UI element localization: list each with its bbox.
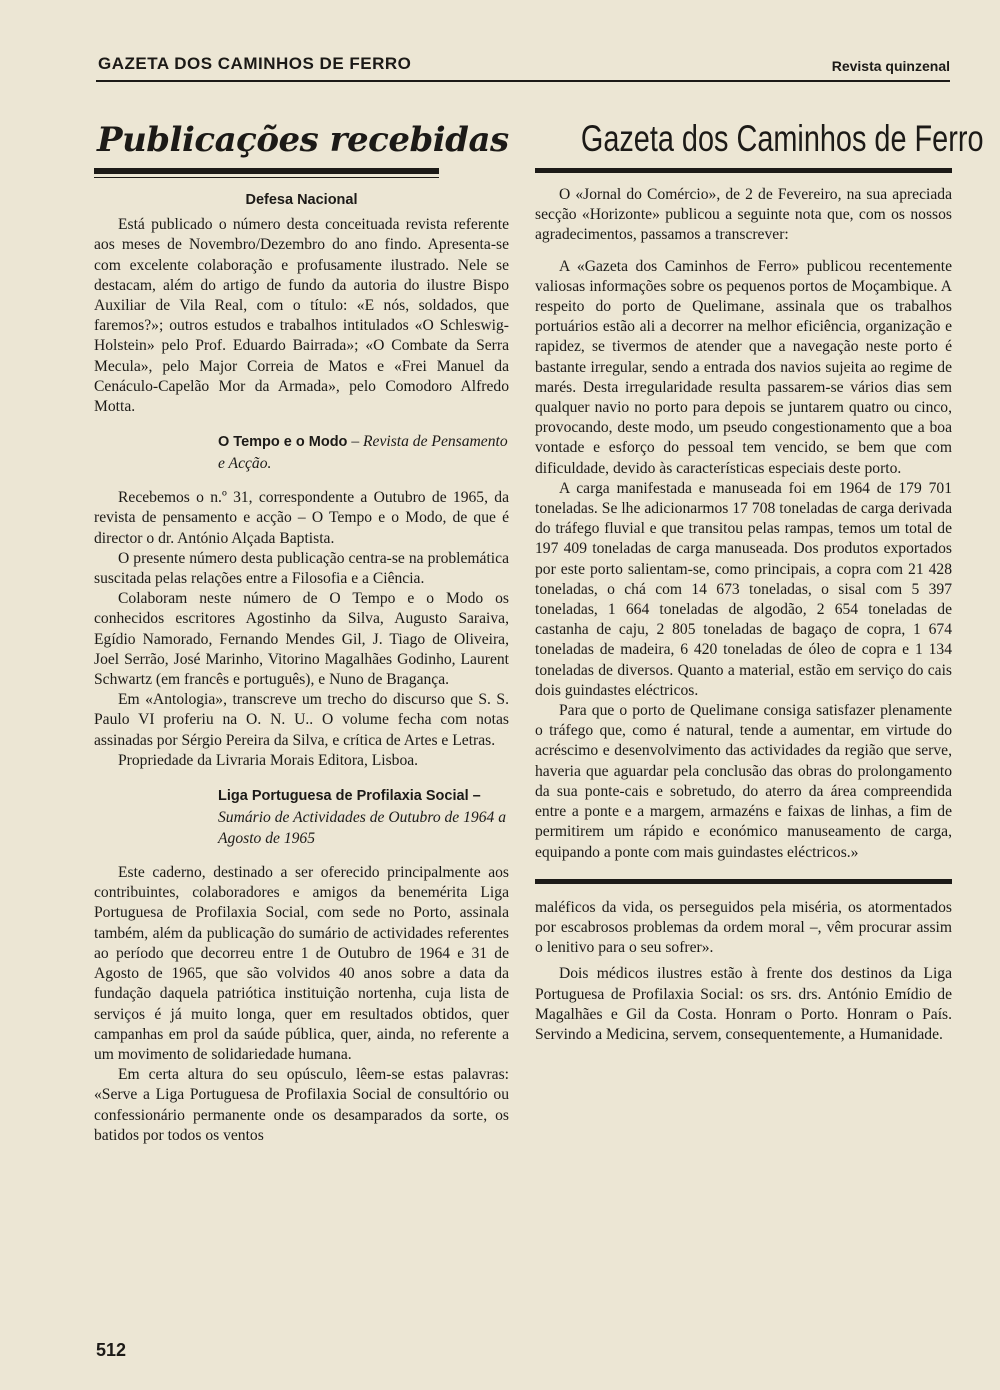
heading-bold: O Tempo e o Modo xyxy=(218,434,348,451)
title-rule-thin xyxy=(94,177,439,178)
heading-defesa-nacional: Defesa Nacional xyxy=(245,192,358,208)
paragraph: Propriedade da Livraria Morais Editora, Lisboa. xyxy=(118,751,419,769)
heading-dash: – xyxy=(468,788,481,805)
heading-liga-portuguesa xyxy=(218,785,509,849)
paragraph: A «Gazeta dos Caminhos de Ferro» publicou recentemente valiosas informações sobre os pequenos portos de Moçambique. A respeito do porto de Quelimane, assinala que os trabalhos portuários estão ali a decorrer na melhor eficiência, organização e rapidez, se tivermos de atender que a navegação neste porto é bastante irregular, sendo a entrada dos navios sujeita ao regime de marés. Desta irregularidade resulta passarem-se vários dias sem qualquer navio no porto para depois se juntarem quatro ou cinco, provocando, deste modo, um pseudo congestionamento que a boa vontade e esforço do pessoal tem vencido, se bem que com dificuldade, devido às características especiais deste porto. xyxy=(535,257,952,477)
section-title-gazeta: Gazeta dos Caminhos de Ferro xyxy=(580,118,984,159)
paragraph: Em certa altura do seu opúsculo, lêem-se estas palavras: «Serve a Liga Portuguesa de Profilaxia Social de consultório ou confessionário permanente onde os desamparados da sorte, os batidos por todos os ventos xyxy=(94,1066,509,1144)
heading-italic: Sumário de Actividades de Outubro de 1964 a Agosto de 1965 xyxy=(218,809,507,848)
section-title-publicacoes: Publicações recebidas xyxy=(97,120,509,160)
paragraph: Recebemos o n.º 31, correspondente a Outubro de 1965, da revista de pensamento e acção – O Tempo e o Modo, de que é director o dr. António Alçada Baptista. xyxy=(94,489,509,547)
section-divider xyxy=(535,879,952,884)
title-rule xyxy=(535,168,952,173)
paragraph-continued: maléficos da vida, os perseguidos pela miséria, os atormentados por escabrosos problemas da ordem moral –, vêm procurar assim o lenitivo para o seu sofrer». xyxy=(535,898,952,957)
heading-italic: – Revista de Pensamento e Acção. xyxy=(218,433,508,473)
journal-title: GAZETA DOS CAMINHOS DE FERRO xyxy=(98,54,412,73)
heading-bold: Liga Portuguesa de Profilaxia Social xyxy=(218,788,469,805)
paragraph: O «Jornal do Comércio», de 2 de Fevereiro, na sua apreciada secção «Horizonte» publicou a seguinte nota que, com os nossos agradecimentos, passamos a transcrever: xyxy=(535,186,952,244)
paragraph: Este caderno, destinado a ser oferecido principalmente aos contribuintes, colaboradores e amigos da benemérita Liga Portuguesa de Profilaxia Social, com sede no Porto, assinala também, além da publicação do sumário de actividades referentes ao período que decorreu entre 1 de Outubro de 1964 e 31 de Agosto de 1965, que são volvidos 40 anos sobre a data da fundação daquela patriótica instituição nortenha, cuja lista de serviços é já muito longa, quer em resultados obtidos, quer campanhas em prol da saúde pública, quer, ainda, no referente a um movimento de solidariedade humana. xyxy=(94,864,509,1063)
running-header xyxy=(96,50,950,82)
journal-subtitle: Revista quinzenal xyxy=(831,58,950,74)
paragraph: O presente número desta publicação centra-se na problemática suscitada pelas relações entre a Filosofia e a Ciência. xyxy=(94,549,509,588)
paragraph: Para que o porto de Quelimane consiga satisfazer plenamente o tráfego que, como é natural, tende a aumentar, em virtude do acréscimo e desenvolvimento das actividades da região que serve, haveria que aguardar pela conclusão das obras do prolongamento da sua ponte-cais e sobretudo, do aterro da área compreendida entre a ponte e a margem, armazéns e faixas de linhas, a fim de permitirem um rápido e económico manuseamento de carga, equipando a ponte com mais guindastes eléctricos.» xyxy=(535,702,952,861)
paragraph: A carga manifestada e manuseada foi em 1964 de 179 701 toneladas. Se lhe adicionarmos 17 708 toneladas de carga derivada do tráfego fluvial e que transitou pelas rampas, temos um total de 197 409 toneladas de carga manuseada. Dos produtos exportados por este porto salientam-se, como principais, a copra com 21 428 toneladas, o chá com 14 673 toneladas, o sisal com 5 397 toneladas, 1 664 toneladas de algodão, 2 654 toneladas de castanha de caju, 2 805 toneladas de bagaço de copra, 1 674 toneladas de madeira, 6 420 toneladas de óleo de copra e 1 134 toneladas de diversos. Quanto a material, estão em serviço do cais dois guindastes eléctricos. xyxy=(535,479,952,699)
paragraph: Dois médicos ilustres estão à frente dos destinos da Liga Portuguesa de Profilaxia Social: os srs. drs. António Emídio de Magalhães e Gil da Costa. Honram o Porto. Honram o País. Servindo a Medicina, servem, consequentemente, a Humanidade. xyxy=(535,965,952,1043)
title-rule xyxy=(94,168,439,174)
right-column xyxy=(535,110,984,1045)
heading-tempo-e-modo xyxy=(218,431,509,474)
paragraph: Em «Antologia», transcreve um trecho do discurso que S. S. Paulo VI proferiu na O. N. U.. O volume fecha com notas assinadas por Sérgio Pereira da Silva, e crítica de Artes e Letras. xyxy=(94,691,509,749)
left-column xyxy=(94,110,509,1146)
paragraph: Está publicado o número desta conceituada revista referente aos meses de Novembro/Dezembro do ano findo. Apresenta-se com excelente colaboração e profusamente ilustrado. Nele se destacam, além do artigo de fundo da autoria do ilustre Bispo Auxiliar de Vila Real, com o título: «E nós, soldados, que faremos?»; outros estudos e trabalhos intitulados «O Schleswig-Holstein» pelo Prof. Eduardo Bairrada»; «O Combate da Serra Mecula», pelo Major Correia de Matos e «Frei Manuel da Cenáculo-Capelão Mor da Armada», pelo Comodoro Alfredo Motta. xyxy=(94,216,509,416)
page-number: 512 xyxy=(96,1340,127,1360)
paragraph: Colaboram neste número de O Tempo e o Modo os conhecidos escritores Agostinho da Silva, Augusto Saraiva, Egídio Namorado, Fernando Mendes Gil, J. Tiago de Oliveira, Joel Serrão, José Marinho, Vitorino Magalhães Godinho, Laurent Schwartz (em francês e português), e Nuno de Bragança. xyxy=(94,590,509,689)
